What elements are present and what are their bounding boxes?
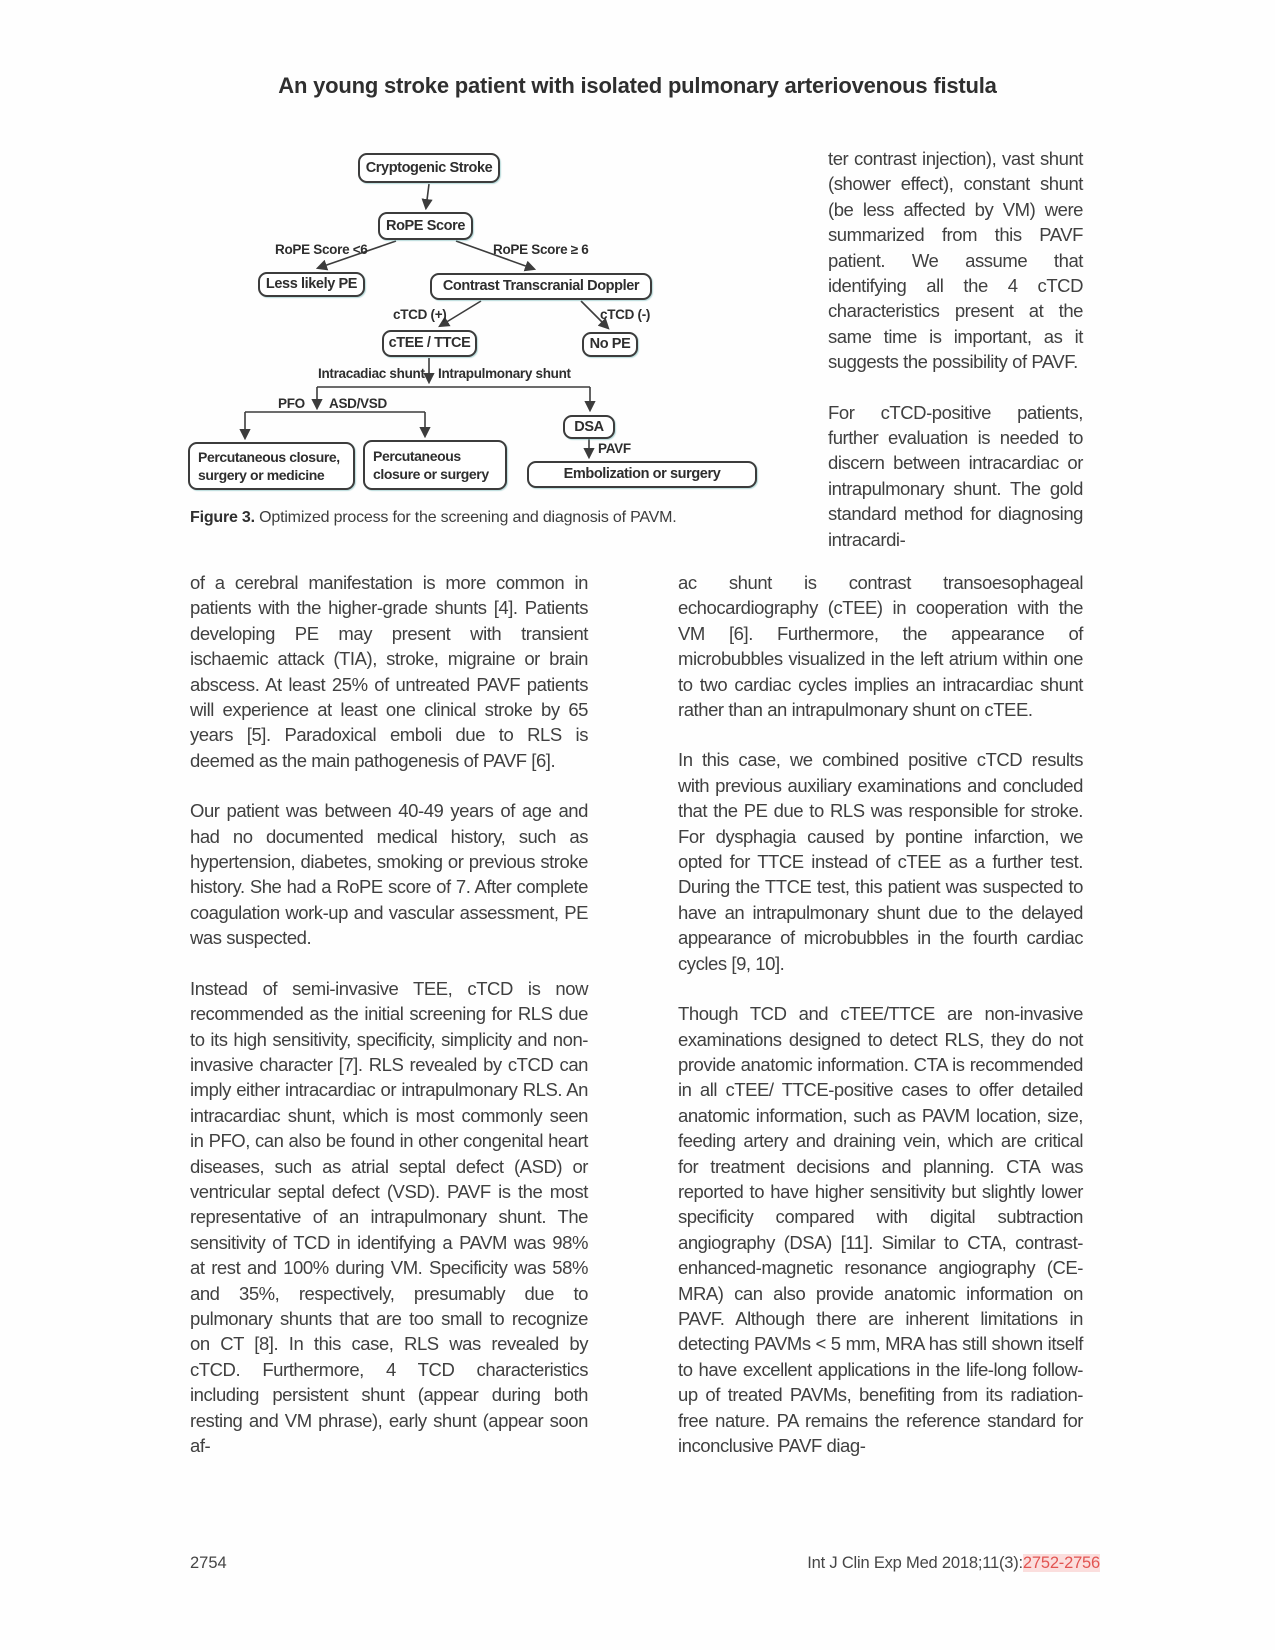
paragraph: In this case, we combined positive cTCD results with previous auxiliary examinations and concluded that the PE due to RLS was responsible for stroke. For dysphagia caused by pontine infarction, we opted for TTCE instead of cTEE as a further test. During the TTCE test, this patient was suspected to have an intrapulmonary shunt due to the delayed appearance of microbubbles in the fourth cardiac cycles [9, 10]. [678,749,1083,974]
edge-label-intracardiac-shunt: Intracadiac shunt [318,366,425,381]
paragraph: Though TCD and cTEE/TTCE are non-invasive examinations designed to detect RLS, they do not provide anatomic information. CTA is recommended in all cTEE/ TTCE-positive cases to offer detailed anatomic information, such as PAVM location, size, feeding artery and draining vein, which are critical for treatment decisions and planning. CTA was reported to have higher sensitivity but slightly lower specificity compared with digital subtraction angiography (DSA) [11]. Similar to CTA, contrast-enhanced-magnetic resonance angiography (CE-MRA) can also provide anatomic information on PAVF. Although there are inherent limitations in detecting PAVMs < 5 mm, MRA has still shown itself to have excellent applications in the life-long follow-up of treated PAVMs, benefiting from its radiation-free nature. PA remains the reference standard for inconclusive PAVF diag- [678,1003,1083,1456]
node-line: Percutaneous closure, [198,448,340,465]
right-column-narrow [828,146,1083,552]
edge-label-rope-score-ge6: RoPE Score ≥ 6 [493,242,589,257]
flowchart-node-percutaneous-closure-surgery [363,440,507,490]
figure3-flowchart [186,138,786,494]
edge-label-ctcd-positive: cTCD (+) [393,307,447,322]
paper-title: An young stroke patient with isolated pulmonary arteriovenous fistula [278,72,997,98]
journal-citation [807,1554,1100,1573]
node-line: Percutaneous [373,447,461,464]
figure-caption-label: Figure 3. [190,509,255,526]
edge-label-pavf: PAVF [598,441,631,456]
node-line: surgery or medicine [198,467,325,483]
paragraph: ter contrast injection), vast shunt (shower effect), constant shunt (be less affected by VM) were summarized from this PAVF patient. We assume that identifying all the 4 cTCD characteristics present at the same time is important, as it suggests the possibility of PAVF. [828,148,1083,373]
paragraph: ac shunt is contrast transoesophageal echocardiography (cTEE) in cooperation with the VM [6]. Furthermore, the appearance of microbubbles visualized in the left atrium within one to two cardiac cycles implies an intracardiac shunt rather than an intrapulmonary shunt on cTEE. [678,572,1083,721]
edge-label-rope-score-lt6: RoPE Score <6 [275,242,368,257]
edge-label-pfo: PFO [278,396,305,411]
flowchart-node-cryptogenic-stroke: Cryptogenic Stroke [358,153,500,183]
flowchart-node-embolization-surgery: Embolization or surgery [527,461,757,488]
flowchart-node-rope-score: RoPE Score [378,212,473,240]
flowchart-node-percutaneous-closure-surgery-medicine [188,442,355,490]
paragraph: For cTCD-positive patients, further evaluation is needed to discern between intracardiac or intrapulmonary shunt. The gold standard method for diagnosing intracardi- [828,401,1083,550]
edge-label-intrapulmonary-shunt: Intrapulmonary shunt [438,366,571,381]
figure-caption-text: Optimized process for the screening and diagnosis of PAVM. [259,509,677,526]
edge-label-ctcd-negative: cTCD (-) [600,307,651,322]
citation-prefix: Int J Clin Exp Med 2018;11(3): [807,1554,1023,1572]
node-line: closure or surgery [373,466,489,482]
flowchart-node-no-pe: No PE [582,332,638,357]
flowchart-node-dsa: DSA [563,415,615,439]
flowchart-node-contrast-transcranial-doppler: Contrast Transcranial Doppler [430,273,652,300]
flowchart-node-ctee-ttce: cTEE / TTCE [382,330,477,357]
figure-caption [190,509,750,527]
right-column-wide [678,570,1083,1458]
left-column [190,570,588,1458]
page-number: 2754 [190,1554,227,1572]
flowchart-node-less-likely-pe: Less likely PE [258,272,365,297]
paragraph: Our patient was between 40-49 years of age and had no documented medical history, such as hypertension, diabetes, smoking or previous stroke history. She had a RoPE score of 7. After complete coagulation work-up and vascular assessment, PE was suspected. [190,800,588,949]
paragraph: of a cerebral manifestation is more common in patients with the higher-grade shunts [4]. Patients developing PE may present with transient ischaemic attack (TIA), stroke, migraine or brain abscess. At least 25% of untreated PAVF patients will experience at least one clinical stroke by 65 years [5]. Paradoxical emboli due to RLS is deemed as the main pathogenesis of PAVF [6]. [190,572,588,771]
citation-page-range-link[interactable]: 2752-2756 [1022,1554,1100,1572]
paragraph: Instead of semi-invasive TEE, cTCD is now recommended as the initial screening for RLS due to its high sensitivity, specificity, simplicity and non-invasive character [7]. RLS revealed by cTCD can imply either intracardiac or intrapulmonary RLS. An intracardiac shunt, which is most commonly seen in PFO, can also be found in other congenital heart diseases, such as atrial septal defect (ASD) or ventricular septal defect (VSD). PAVF is the most representative of an intrapulmonary shunt. The sensitivity of TCD in identifying a PAVM was 98% at rest and 100% during VM. Specificity was 58% and 35%, respectively, presumably due to pulmonary shunts that are too small to recognize on CT [8]. In this case, RLS was revealed by cTCD. Furthermore, 4 TCD characteristics including persistent shunt (appear during both resting and VM phrase), early shunt (appear soon af- [190,977,588,1456]
edge-label-asd-vsd: ASD/VSD [329,396,387,411]
